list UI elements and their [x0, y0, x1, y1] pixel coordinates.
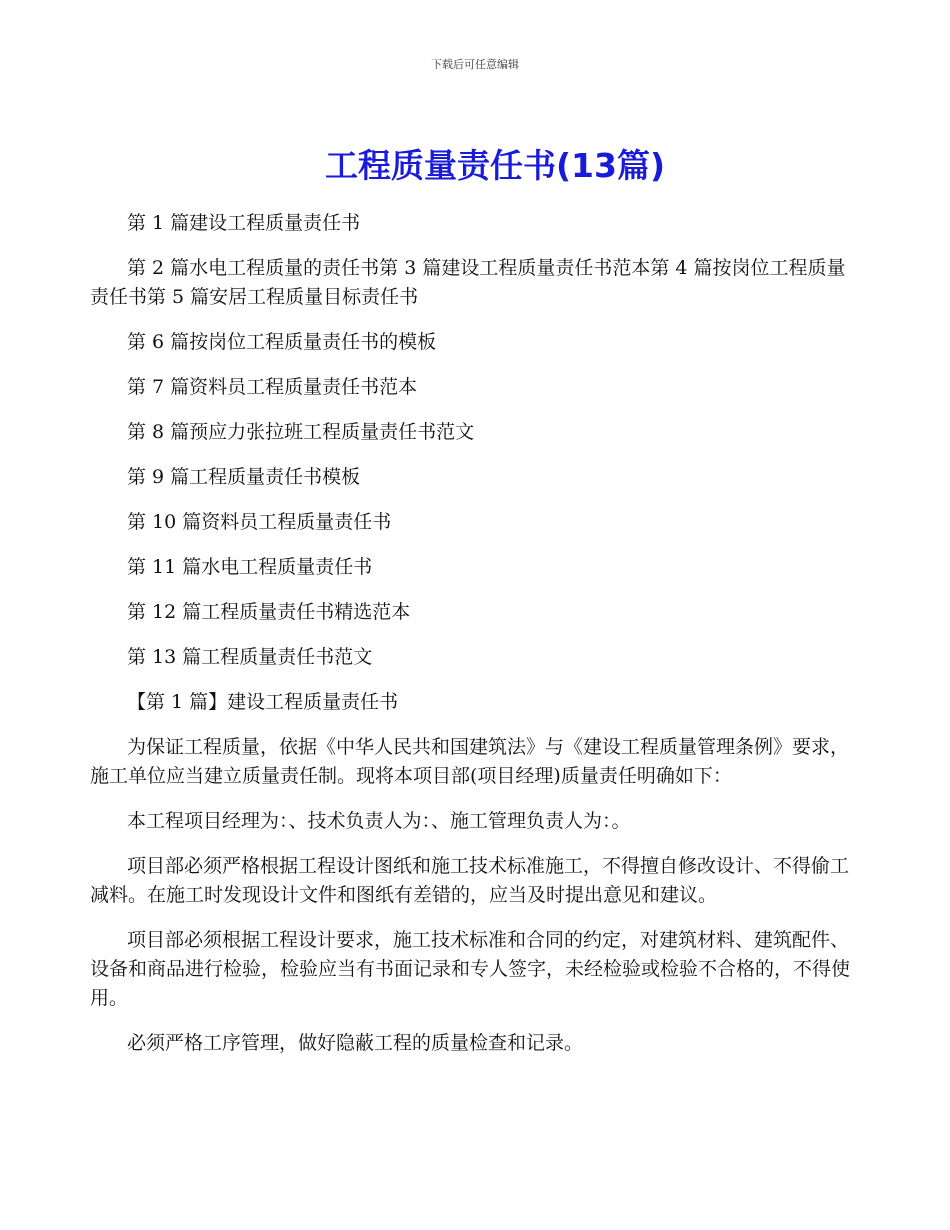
toc-item: 第 13 篇工程质量责任书范文: [127, 646, 373, 668]
document-title: 工程质量责任书(13篇): [324, 146, 666, 185]
toc-item: 第 12 篇工程质量责任书精选范本: [127, 601, 411, 623]
toc-item: 第 9 篇工程质量责任书模板: [127, 466, 361, 488]
body-paragraph: 本工程项目经理为：、技术负责人为：、施工管理负责人为：。: [127, 810, 631, 832]
toc-item: 第 10 篇资料员工程质量责任书: [127, 511, 392, 533]
toc-item: 第 11 篇水电工程质量责任书: [127, 556, 373, 578]
toc-item: 第 2 篇水电工程质量的责任书第 3 篇建设工程质量责任书范本第 4 篇按岗位工程质量责任书第 5 篇安居工程质量目标责任书: [90, 257, 846, 308]
toc-item: 第 1 篇建设工程质量责任书: [127, 212, 361, 234]
header-note: 下载后可任意编辑: [431, 58, 519, 71]
document-body: [90, 209, 858, 1074]
toc-item: 第 7 篇资料员工程质量责任书范本: [127, 376, 418, 398]
body-paragraph: 为保证工程质量，依据《中华人民共和国建筑法》与《建设工程质量管理条例》要求，施工单位应当建立质量责任制。现将本项目部(项目经理)质量责任明确如下：: [90, 736, 850, 787]
section-heading: 【第 1 篇】建设工程质量责任书: [127, 691, 399, 713]
body-paragraph: 项目部必须严格根据工程设计图纸和施工技术标准施工，不得擅自修改设计、不得偷工减料。在施工时发现设计文件和图纸有差错的，应当及时提出意见和建议。: [90, 855, 850, 906]
body-paragraph: 必须严格工序管理，做好隐蔽工程的质量检查和记录。: [127, 1032, 584, 1054]
toc-item: 第 6 篇按岗位工程质量责任书的模板: [127, 331, 437, 353]
toc-item: 第 8 篇预应力张拉班工程质量责任书范文: [127, 421, 475, 443]
body-paragraph: 项目部必须根据工程设计要求，施工技术标准和合同的约定，对建筑材料、建筑配件、设备和商品进行检验，检验应当有书面记录和专人签字，未经检验或检验不合格的，不得使用。: [90, 929, 851, 1009]
